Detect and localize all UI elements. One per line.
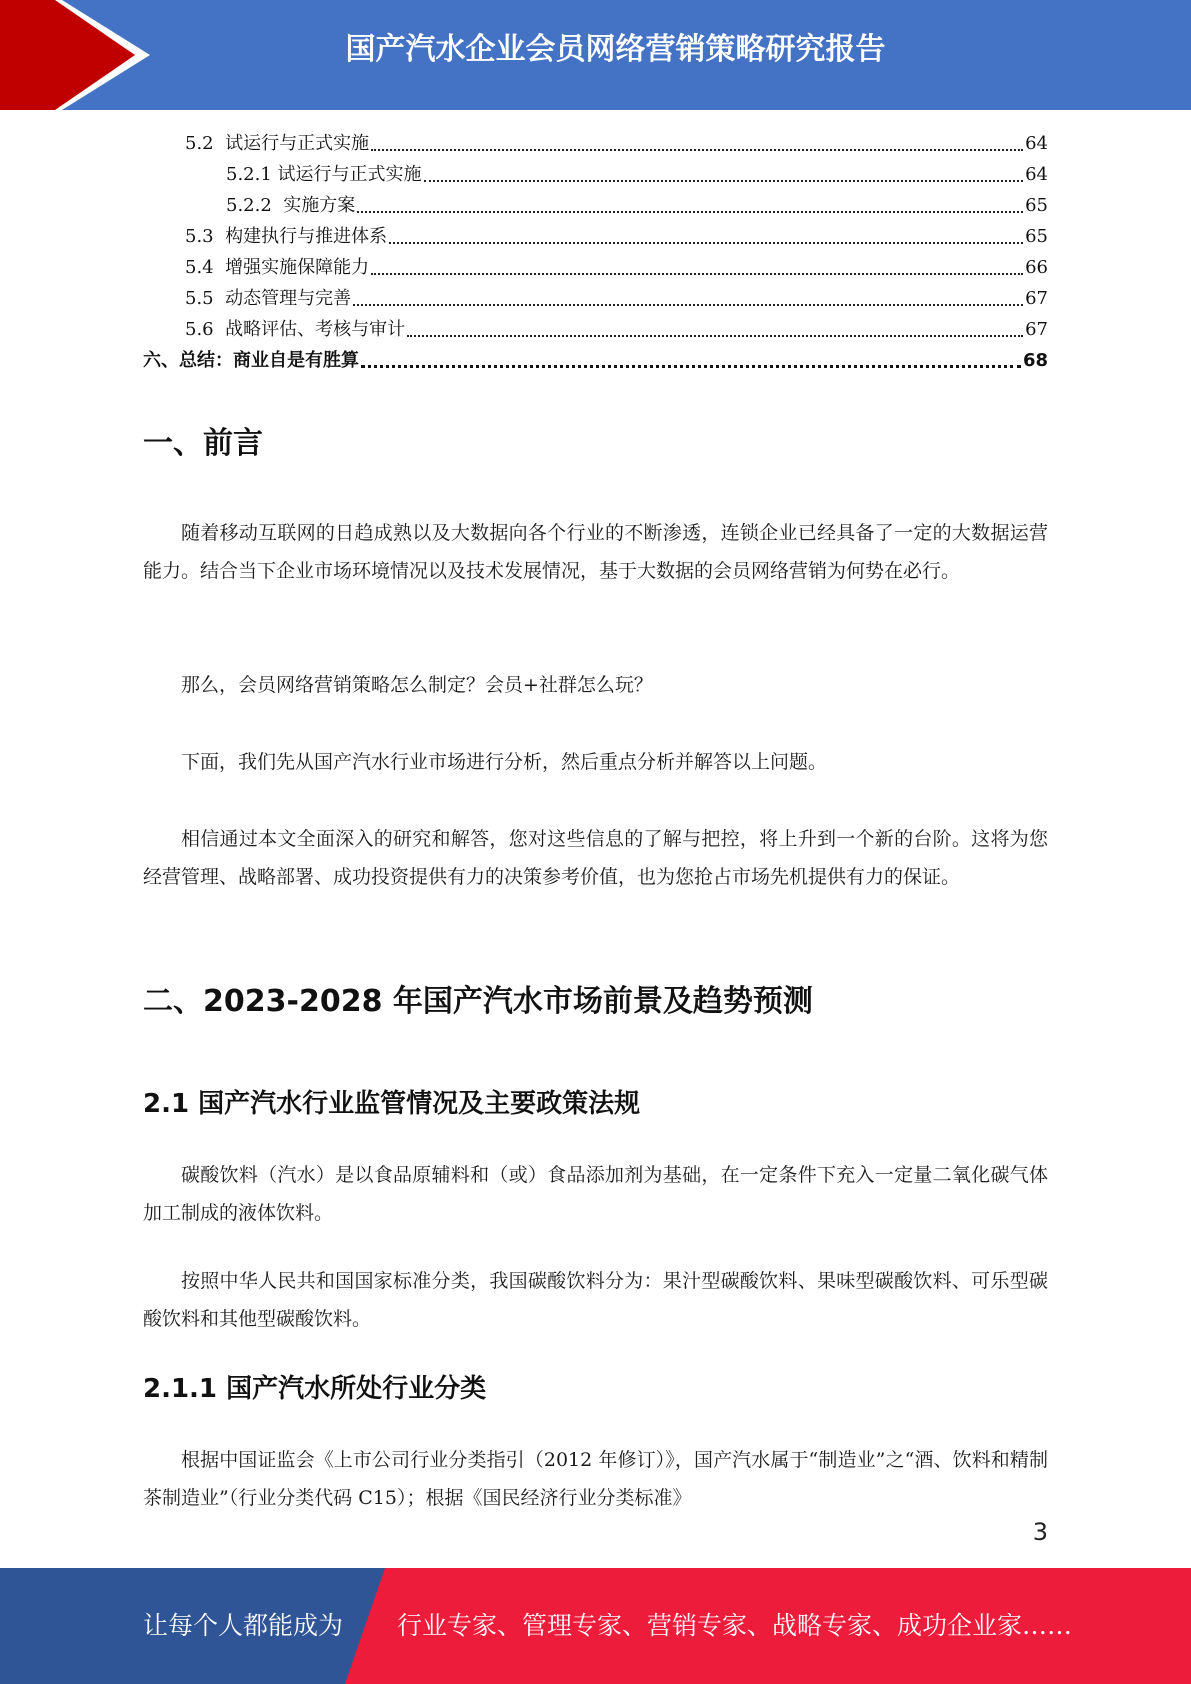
toc-leader-dots	[424, 179, 1024, 182]
toc-entry[interactable]	[143, 221, 1048, 252]
toc-entry-page: 67	[1025, 288, 1048, 309]
toc-entry-label: 六、总结：商业自是有胜算	[143, 350, 359, 371]
paragraph: 按照中华人民共和国国家标准分类，我国碳酸饮料分为：果汁型碳酸饮料、果味型碳酸饮料、可乐型碳酸饮料和其他型碳酸饮料。	[143, 1270, 1048, 1330]
page-number: 3	[1032, 1518, 1048, 1546]
toc-entry-page: 64	[1025, 133, 1048, 154]
toc-entry-label: 5.6 战略评估、考核与审计	[185, 319, 406, 340]
paragraph: 碳酸饮料（汽水）是以食品原辅料和（或）食品添加剂为基础，在一定条件下充入一定量二氧化碳气体加工制成的液体饮料。	[143, 1164, 1048, 1224]
table-of-contents	[143, 128, 1048, 376]
toc-entry[interactable]	[143, 252, 1048, 283]
toc-entry[interactable]	[143, 314, 1048, 345]
toc-entry-label: 5.4 增强实施保障能力	[185, 257, 370, 278]
toc-entry-label: 5.2 试运行与正式实施	[185, 133, 370, 154]
paragraph: 根据中国证监会《上市公司行业分类指引（2012 年修订）》，国产汽水属于“制造业”之“酒、饮料和精制茶制造业”（行业分类代码 C15）；根据《国民经济行业分类标准》	[143, 1449, 1048, 1509]
paragraph: 下面，我们先从国产汽水行业市场进行分析，然后重点分析并解答以上问题。	[181, 751, 828, 773]
toc-entry-label: 5.2.1 试运行与正式实施	[226, 164, 422, 185]
paragraph: 相信通过本文全面深入的研究和解答，您对这些信息的了解与把控，将上升到一个新的台阶。这将为您经营管理、战略部署、成功投资提供有力的决策参考价值，也为您抢占市场先机提供有力的保证。	[143, 828, 1048, 888]
subsection-heading-2-1-1: 2.1.1 国产汽水所处行业分类	[143, 1374, 487, 1404]
toc-leader-dots	[353, 303, 1023, 306]
toc-entry[interactable]	[143, 190, 1048, 221]
toc-leader-dots	[357, 210, 1023, 213]
report-title: 国产汽水企业会员网络营销策略研究报告	[345, 32, 886, 67]
toc-entry[interactable]	[143, 283, 1048, 314]
section-heading-market-forecast: 二、2023-2028 年国产汽水市场前景及趋势预测	[143, 984, 813, 1019]
toc-leader-dots	[371, 272, 1023, 275]
section-heading-preface: 一、前言	[143, 426, 263, 461]
toc-entry-page: 65	[1025, 226, 1048, 247]
toc-entry-label: 5.2.2 实施方案	[226, 195, 356, 216]
toc-entry-page: 68	[1022, 350, 1048, 371]
toc-entry-page: 66	[1025, 257, 1048, 278]
toc-entry-page: 64	[1025, 164, 1048, 185]
toc-entry-page: 65	[1025, 195, 1048, 216]
paragraph: 随着移动互联网的日趋成熟以及大数据向各个行业的不断渗透，连锁企业已经具备了一定的大数据运营能力。结合当下企业市场环境情况以及技术发展情况，基于大数据的会员网络营销为何势在必行。	[143, 522, 1048, 582]
footer-slogan-right: 行业专家、管理专家、营销专家、战略专家、成功企业家……	[397, 1611, 1073, 1640]
toc-entry[interactable]	[143, 128, 1048, 159]
toc-entry-label: 5.5 动态管理与完善	[185, 288, 352, 309]
toc-leader-dots	[371, 148, 1023, 151]
paragraph: 那么，会员网络营销策略怎么制定？会员+社群怎么玩？	[181, 674, 653, 696]
toc-leader-dots	[389, 241, 1023, 244]
footer-slogan-left: 让每个人都能成为	[143, 1611, 344, 1640]
page-footer	[0, 1568, 1191, 1684]
toc-leader-dots	[407, 334, 1023, 337]
toc-leader-dots	[361, 364, 1021, 368]
toc-entry[interactable]	[143, 159, 1048, 190]
page-header	[0, 0, 1191, 110]
subsection-heading-2-1: 2.1 国产汽水行业监管情况及主要政策法规	[143, 1089, 641, 1119]
toc-entry[interactable]	[143, 345, 1048, 376]
toc-entry-page: 67	[1025, 319, 1048, 340]
toc-entry-label: 5.3 构建执行与推进体系	[185, 226, 388, 247]
